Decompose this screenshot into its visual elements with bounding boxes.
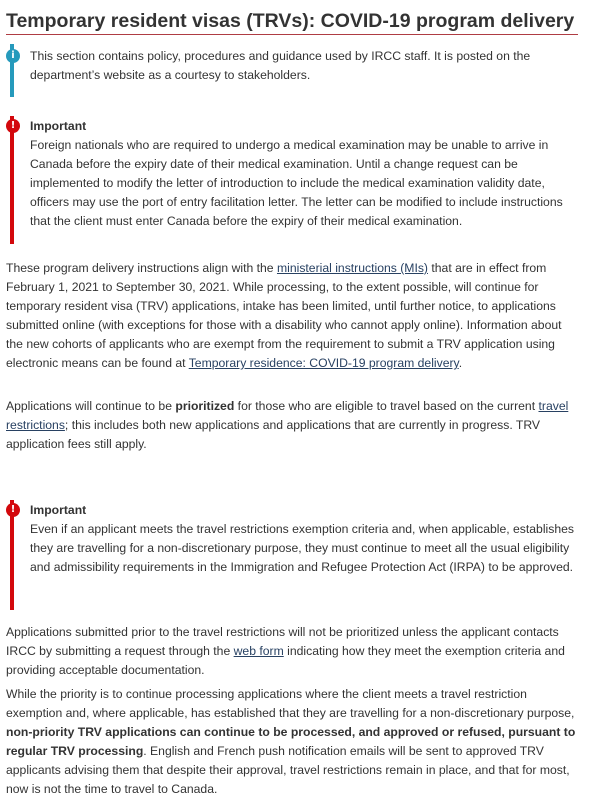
paragraph-prioritization [6,397,581,454]
info-alert [10,44,578,97]
paragraph-2-bold: prioritized [175,399,235,413]
paragraph-3-text-a: Applications submitted prior to the travel restrictions will not be prioritized unless the applicant contacts IRCC by submitting a request through the [6,625,559,658]
paragraph-4-text-a: While the priority is to continue processing applications where the client meets a travel restriction exemption and, where applicable, has established that they are travelling for a non-discretionary purpose, [6,687,575,720]
important-alert-1 [10,116,578,244]
paragraph-1-text-b: that are in effect from February 1, 2021 to September 30, 2021. While processing, to the extent possible, will continue for temporary resident visa (TRV) applications, intake has been limited, until further notice, to applications submitted online (with exceptions for those with a disability who cannot apply online). Information about the new cohorts of applicants who are exempt from the requirement to submit a TRV application using electronic means can be found at [6,261,562,370]
ministerial-instructions-link[interactable]: ministerial instructions (MIs) [276,261,428,275]
paragraph-4-bold: non-priority TRV applications can continue to be processed, and approved or refused, pursuant to regular TRV processing [6,725,576,758]
paragraph-non-priority [6,685,581,799]
page-title: Temporary resident visas (TRVs): COVID-19 program delivery [6,10,575,32]
paragraph-2-text-end: ; this includes both new applications and applications that are currently in progress. TRV application fees still apply. [6,418,541,451]
paragraph-3-text-b: indicating how they meet the exemption criteria and providing acceptable documentation. [6,644,565,677]
important-alert-2 [10,500,578,610]
temporary-residence-covid-link[interactable]: Temporary residence: COVID-19 program delivery [188,356,459,370]
important-alert-1-bar [10,116,14,244]
web-form-link[interactable]: web form [233,644,284,658]
important-alert-2-text: Even if an applicant meets the travel restrictions exemption criteria and, when applicable, establishes they are travelling for a non-discretionary purpose, they must continue to meet all the usual eligibility and admissibility requirements in the Immigration and Refugee Protection Act (IRPA) to be approved. [30,522,574,574]
exclamation-circle-icon: ! [6,119,20,133]
paragraph-2-text-b: for those who are eligible to travel based on the current [234,399,539,413]
paragraph-program-delivery [6,259,581,373]
title-divider [6,34,578,35]
travel-restrictions-link[interactable]: travel restrictions [6,399,569,432]
info-alert-text: This section contains policy, procedures and guidance used by IRCC staff. It is posted on the department’s website as a courtesy to stakeholders. [30,49,531,82]
paragraph-4-text-b: . English and French push notification emails will be sent to approved TRV applicants advising them that despite their approval, travel restrictions remain in place, and that for most, now is not the time to travel to Canada. [6,744,570,796]
exclamation-circle-icon: ! [6,503,20,517]
paragraph-1-text-a: These program delivery instructions align with the [6,261,277,275]
important-alert-1-title: Important [30,119,87,133]
paragraph-web-form [6,623,581,680]
paragraph-1-text-end: . [458,356,463,370]
important-alert-1-text: Foreign nationals who are required to undergo a medical examination may be unable to arrive in Canada before the expiry date of their medical examination. Until a change request can be implemented to modify the letter of introduction to include the medical examination validity date, officers may use the port of entry facilitation letter. The letter can be modified to include instructions that the client must enter Canada before the expiry of their medical examination. [30,138,563,228]
important-alert-2-title: Important [30,503,87,517]
info-circle-icon: i [6,49,20,63]
paragraph-2-text-a: Applications will continue to be [6,399,176,413]
